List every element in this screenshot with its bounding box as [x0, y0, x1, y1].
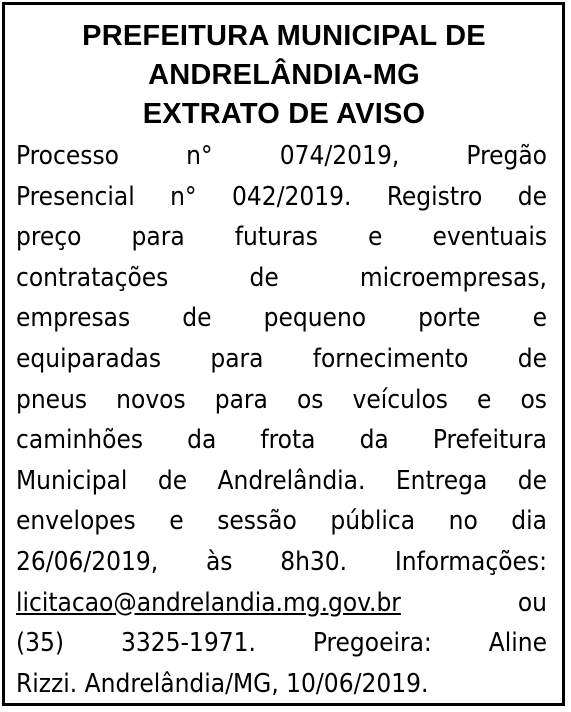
notice-box — [2, 2, 565, 706]
body-line-9: Municipal de Andrelândia. Entrega de — [16, 465, 547, 496]
notice-body — [16, 136, 552, 704]
body-line-8: caminhões da frota da Prefeitura — [16, 425, 547, 456]
body-line-6: equiparadas para fornecimento de — [16, 343, 547, 374]
email-link[interactable]: licitacao@andrelandia.mg.gov.br — [16, 587, 401, 618]
body-line-10: envelopes e sessão pública no dia — [16, 506, 547, 537]
body-line-13: (35) 3325-1971. Pregoeira: Aline — [16, 628, 547, 659]
body-line-2: Presencial n° 042/2019. Registro de — [16, 181, 547, 212]
body-line-4: contratações de microempresas, — [16, 262, 547, 293]
title-line-1: PREFEITURA MUNICIPAL DE — [82, 20, 486, 52]
notice-title — [16, 17, 552, 134]
body-line-5: empresas de pequeno porte e — [16, 303, 547, 334]
title-line-3: EXTRATO DE AVISO — [142, 98, 426, 130]
body-line-11: 26/06/2019, às 8h30. Informações: — [16, 546, 547, 577]
body-line-14: Rizzi. Andrelândia/MG, 10/06/2019. — [16, 668, 429, 699]
body-line-3: preço para futuras e eventuais — [16, 222, 547, 253]
body-line-1: Processo n° 074/2019, Pregão — [16, 141, 547, 171]
email-line — [16, 583, 547, 624]
email-suffix: ou — [517, 587, 547, 618]
body-line-7: pneus novos para os veículos e os — [16, 384, 547, 415]
title-line-2: ANDRELÂNDIA-MG — [148, 59, 420, 91]
